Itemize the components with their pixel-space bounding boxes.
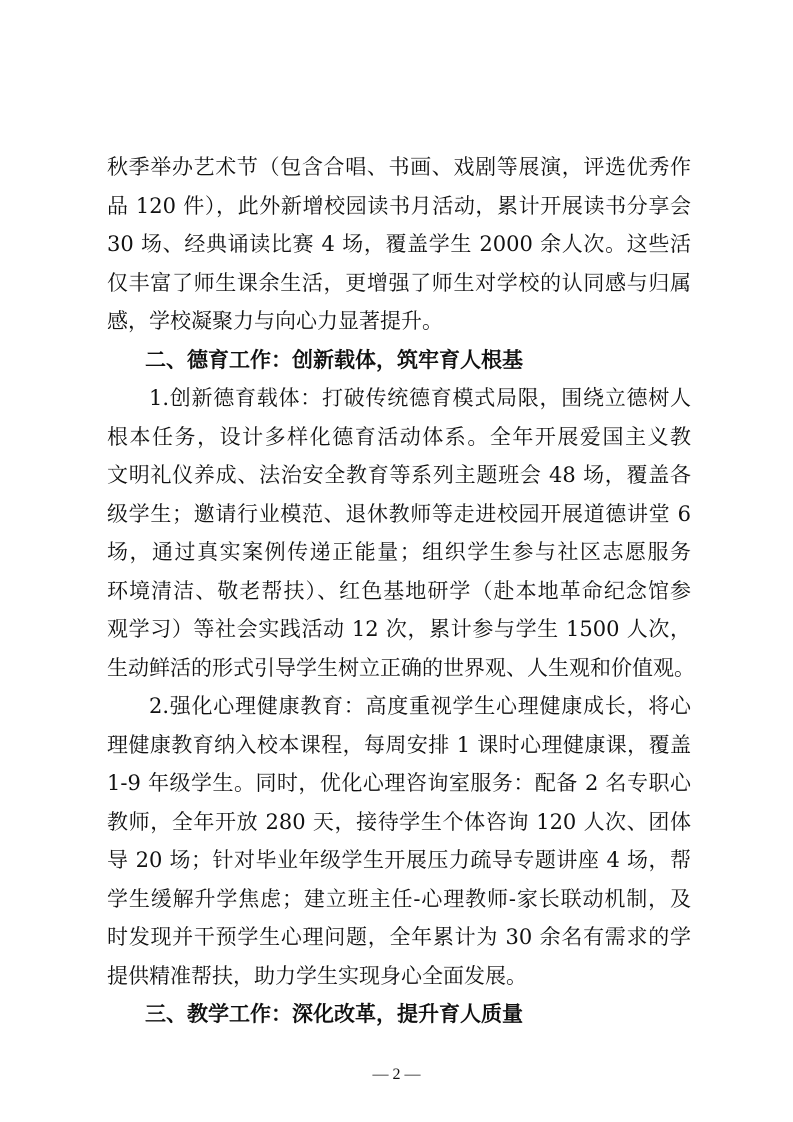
text-line: 时发现并干预学生心理问题，全年累计为 30 余名有需求的学 [107, 925, 691, 949]
text-line: 生动鲜活的形式引导学生树立正确的世界观、人生观和价值观。 [107, 655, 695, 680]
text-line: 场，通过真实案例传递正能量；组织学生参与社区志愿服务 [107, 540, 691, 564]
text-line: 秋季举办艺术节（包含合唱、书画、戏剧等展演，评选优秀作 [107, 155, 691, 179]
document-body [107, 148, 695, 1034]
text-line: 1-9 年级学生。同时，优化心理咨询室服务：配备 2 名专职心 [107, 771, 691, 795]
text-line: 理健康教育纳入校本课程，每周安排 1 课时心理健康课，覆盖 [107, 732, 691, 757]
text-line: 环境清洁、敬老帮扶）、红色基地研学（赴本地革命纪念馆参 [107, 578, 691, 603]
text-line: 感，学校凝聚力与向心力显著提升。 [107, 309, 443, 333]
paragraph [107, 148, 691, 341]
text-line: 2.强化心理健康教育：高度重视学生心理健康成长，将心 [149, 694, 691, 718]
text-line: 根本任务，设计多样化德育活动体系。全年开展爱国主义教 [107, 424, 691, 449]
text-line: 观学习）等社会实践活动 12 次，累计参与学生 1500 人次， [107, 617, 691, 641]
section-heading [107, 995, 691, 1034]
heading-text: 三、教学工作：深化改革，提升育人质量 [145, 1001, 523, 1026]
heading-text: 二、德育工作：创新载体，筑牢育人根基 [145, 346, 523, 372]
text-line: 级学生；邀请行业模范、退休教师等走进校园开展道德讲堂 6 [107, 501, 691, 526]
text-line: 导 20 场；针对毕业年级学生开展压力疏导专题讲座 4 场，帮 [107, 848, 691, 872]
text-line: 学生缓解升学焦虑；建立班主任-心理教师-家长联动机制，及 [107, 886, 691, 911]
paragraph [107, 379, 695, 687]
paragraph [107, 687, 691, 995]
section-heading [107, 341, 691, 380]
text-line: 提供精准帮扶，助力学生实现身心全面发展。 [107, 963, 527, 988]
text-line: 30 场、经典诵读比赛 4 场，覆盖学生 2000 余人次。这些活 [107, 232, 691, 256]
text-line: 品 120 件），此外新增校园读书月活动，累计开展读书分享会 [107, 193, 691, 218]
text-line: 教师，全年开放 280 天，接待学生个体咨询 120 人次、团体 [107, 809, 691, 834]
text-line: 文明礼仪养成、法治安全教育等系列主题班会 48 场，覆盖各 [107, 463, 691, 487]
page-number: — 2 — [372, 1066, 421, 1083]
text-line: 1.创新德育载体：打破传统德育模式局限，围绕立德树人 [149, 386, 691, 410]
text-line: 仅丰富了师生课余生活，更增强了师生对学校的认同感与归属 [107, 270, 691, 295]
